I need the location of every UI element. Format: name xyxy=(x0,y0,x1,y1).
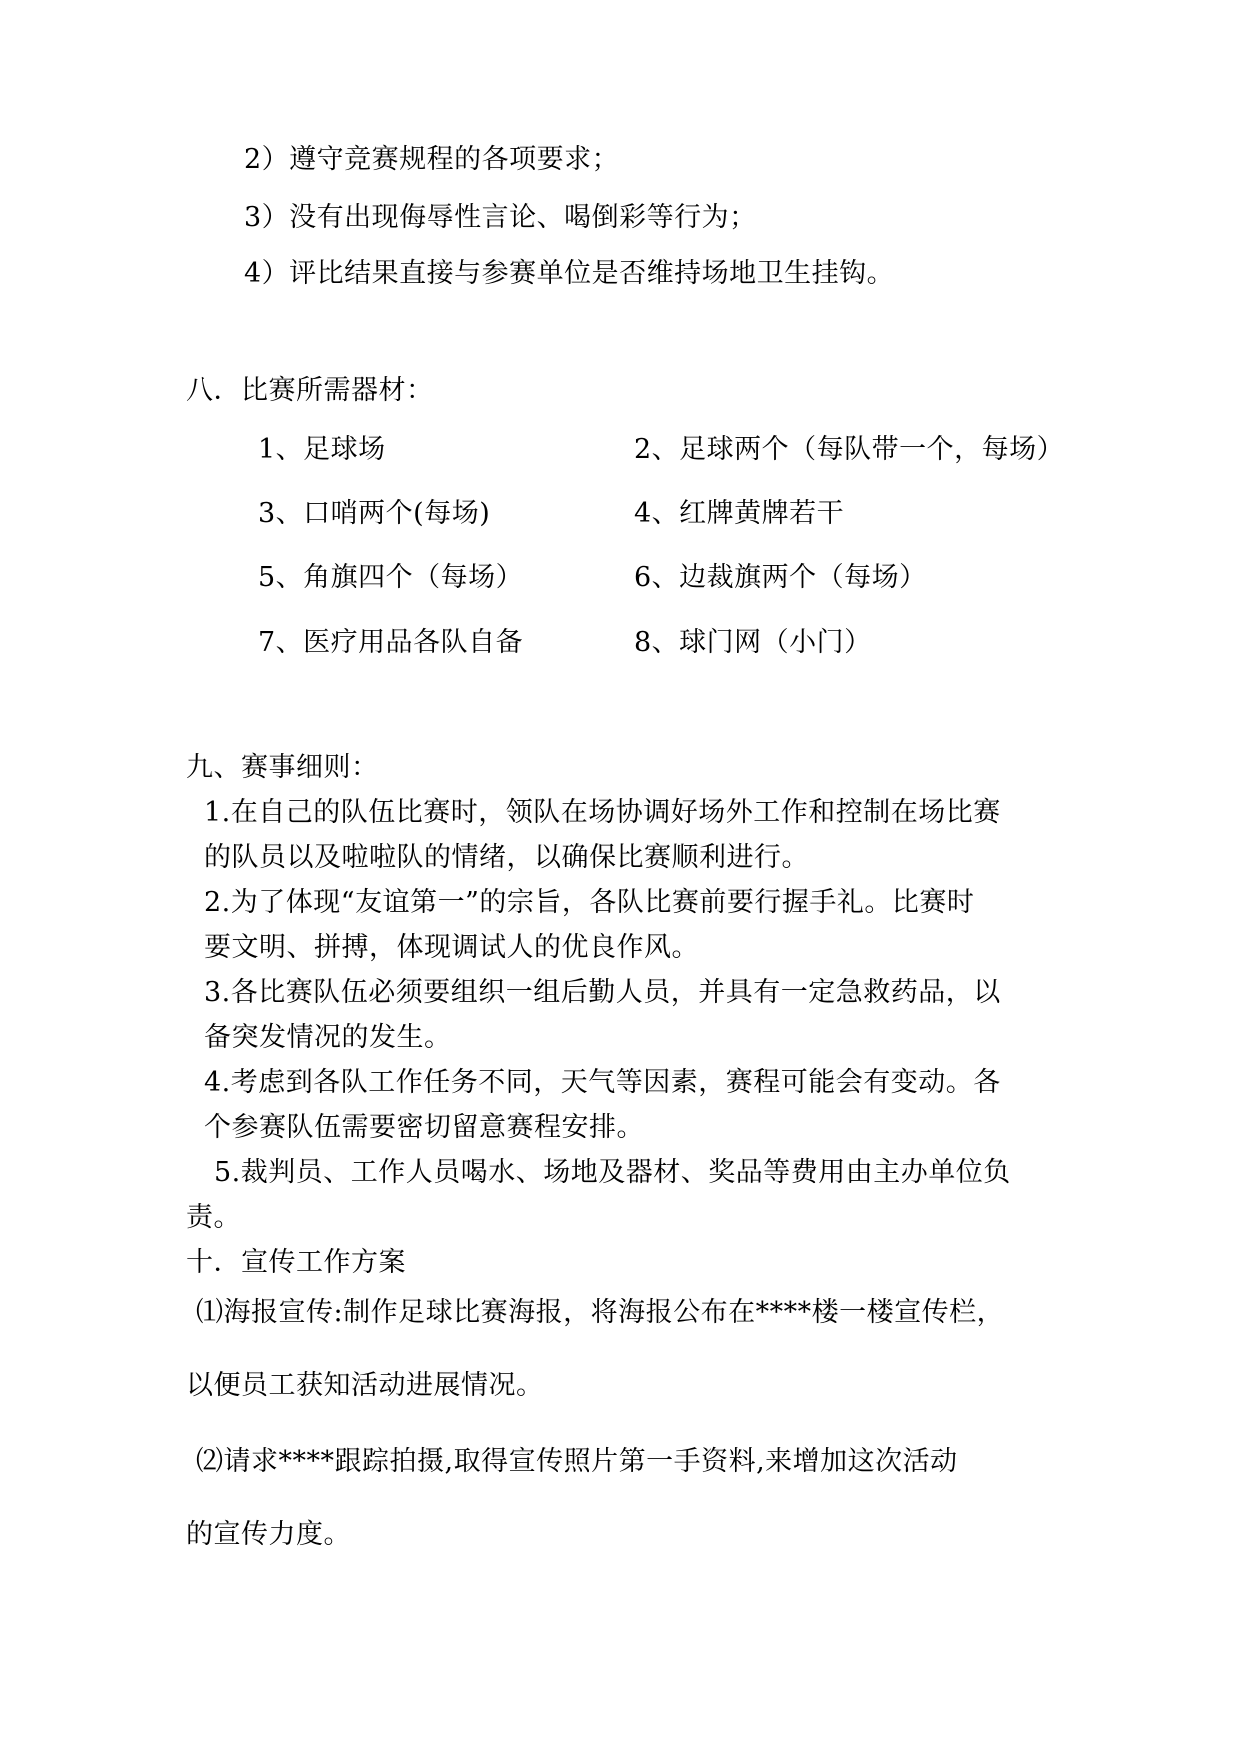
rule-item-3: 3）没有出现侮辱性言论、喝倒彩等行为； xyxy=(244,202,757,233)
rules-line: 责。 xyxy=(186,1202,241,1233)
section-heading-promotion: 十．宣传工作方案 xyxy=(186,1247,406,1278)
equipment-item-6: 6、边裁旗两个（每场） xyxy=(634,562,927,593)
rule-item-2: 2）遵守竞赛规程的各项要求； xyxy=(244,144,620,175)
rules-line: 5.裁判员、工作人员喝水、场地及器材、奖品等费用由主办单位负 xyxy=(214,1157,1011,1188)
promotion-line: 以便员工获知活动进展情况。 xyxy=(186,1370,544,1401)
equipment-item-7: 7、医疗用品各队自备 xyxy=(258,627,524,658)
rules-line: 4.考虑到各队工作任务不同，天气等因素，赛程可能会有变动。各 xyxy=(204,1067,1001,1098)
promotion-line: ⑵请求****跟踪拍摄,取得宣传照片第一手资料,来增加这次活动 xyxy=(196,1446,958,1477)
equipment-item-2: 2、足球两个（每队带一个，每场） xyxy=(634,434,1065,465)
promotion-line: 的宣传力度。 xyxy=(186,1519,351,1550)
promotion-line: ⑴海报宣传:制作足球比赛海报，将海报公布在****楼一楼宣传栏， xyxy=(196,1297,1005,1328)
rules-line: 的队员以及啦啦队的情绪，以确保比赛顺利进行。 xyxy=(204,842,809,873)
equipment-item-3: 3、口哨两个(每场) xyxy=(258,498,491,529)
section-heading-equipment: 八．比赛所需器材： xyxy=(186,375,434,406)
rules-line: 个参赛队伍需要密切留意赛程安排。 xyxy=(204,1112,644,1143)
equipment-item-5: 5、角旗四个（每场） xyxy=(258,562,524,593)
rules-line: 要文明、拼搏，体现调试人的优良作风。 xyxy=(204,932,699,963)
equipment-item-4: 4、红牌黄牌若干 xyxy=(634,498,845,529)
rules-line: 3.各比赛队伍必须要组织一组后勤人员，并具有一定急救药品，以 xyxy=(204,977,1001,1008)
section-heading-rules: 九、赛事细则： xyxy=(186,752,379,783)
equipment-item-1: 1、足球场 xyxy=(258,434,386,465)
rules-line: 1.在自己的队伍比赛时，领队在场协调好场外工作和控制在场比赛 xyxy=(204,797,1001,828)
equipment-item-8: 8、球门网（小门） xyxy=(634,627,872,658)
rules-line: 备突发情况的发生。 xyxy=(204,1022,452,1053)
rules-line: 2.为了体现“友谊第一”的宗旨，各队比赛前要行握手礼。比赛时 xyxy=(204,887,975,918)
rule-item-4: 4）评比结果直接与参赛单位是否维持场地卫生挂钩。 xyxy=(244,258,895,289)
